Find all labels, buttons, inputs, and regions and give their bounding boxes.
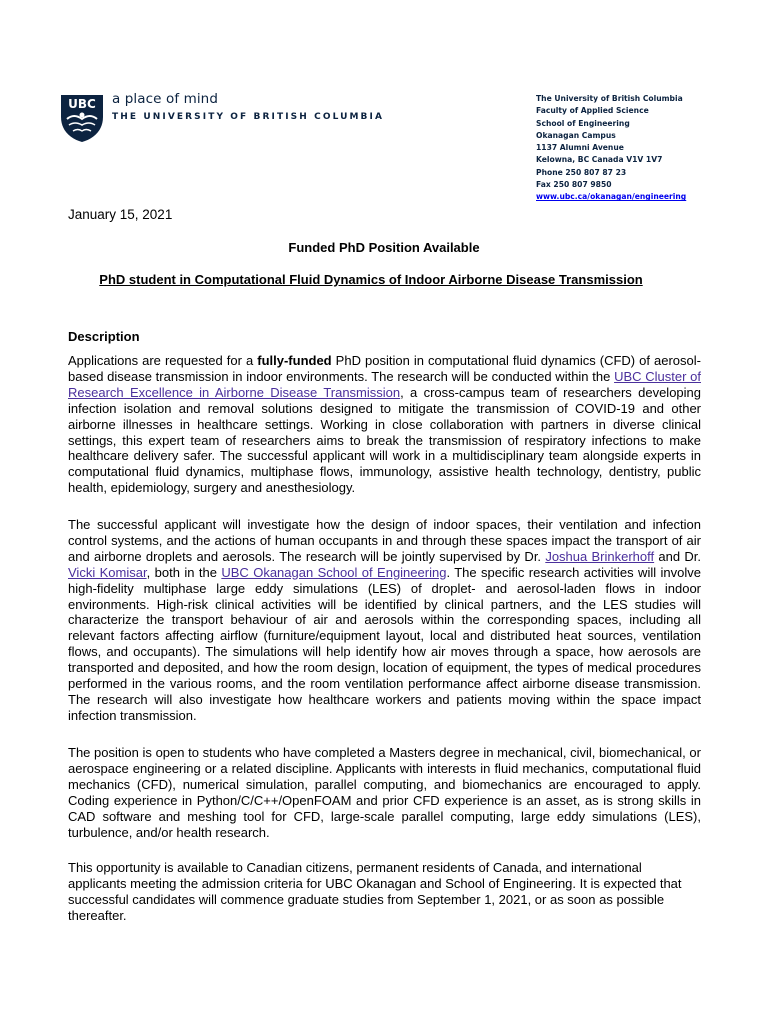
bold-fully-funded: fully-funded	[257, 353, 332, 368]
tagline: a place of mind	[112, 91, 219, 107]
paragraph-intro	[68, 353, 701, 496]
position-subtitle	[0, 272, 742, 287]
paragraph-research	[68, 517, 701, 724]
text-run: The successful applicant will investigate how the design of indoor spaces, their ventilation and infection control systems, and the actions of human occupants in and through these spaces impact the transport of air and airborne droplets and aerosols. The research will be jointly supervised by Dr.	[68, 517, 701, 564]
link-joshua-brinkerhoff[interactable]: Joshua Brinkerhoff	[545, 548, 655, 564]
address-block	[536, 93, 686, 204]
link-school-of-engineering[interactable]: UBC Okanagan School of Engineering	[221, 564, 447, 580]
text-run: and Dr.	[654, 548, 701, 564]
paragraph-eligibility: The position is open to students who have completed a Masters degree in mechanical, civil, biomechanical, or aerospace engineering or a related discipline. Applicants with interests in fluid mechanics, computational fluid mechanics (CFD), numerical simulation, parallel computing, and biomechanics are encouraged to apply. Coding experience in Python/C/C++/OpenFOAM and prior CFD experience is an asset, as is strong skills in CAD software and meshing tool for CFD, large-scale parallel computing, large eddy simulations (LES), turbulence, and/or health research.	[68, 745, 701, 840]
text-run: . The specific research activities will involve high-fidelity multiphase large eddy simulations (LES) of droplet- and aerosol-laden flows in indoor environments. High-risk clinical activities will be identified by clinical partners, and the LES studies will characterize the transport behaviour of air and aerosols within the corresponding spaces, including all relevant factors affecting airflow (furniture/equipment layout, local and distributed heat sources, ventilation flows, and occupants). The simulations will help identify how air moves through a space, how aerosols are transported and deposited, and how the room design, location of equipment, the types of medical procedures performed in the various rooms, and the room ventilation performance affect airborne disease transmission. The research will also investigate how healthcare workers and patients moving within the space impact infection transmission.	[68, 564, 701, 723]
ubc-crest-logo	[57, 93, 107, 143]
address-line: Kelowna, BC Canada V1V 1V7	[536, 155, 663, 165]
link-vicki-komisar[interactable]: Vicki Komisar	[68, 564, 147, 580]
address-line: 1137 Alumni Avenue	[536, 143, 624, 153]
paragraph-availability: This opportunity is available to Canadian citizens, permanent residents of Canada, and international applicants meeting the admission criteria for UBC Okanagan and School of Engineering. It is expected that successful candidates will commence graduate studies from September 1, 2021, or as soon as possible thereafter.	[68, 860, 682, 923]
text-run: , both in the	[146, 564, 222, 580]
address-line: Okanagan Campus	[536, 130, 616, 140]
link-ubc-cluster[interactable]: UBC Cluster of Research Excellence in Airborne Disease Transmission	[68, 368, 701, 400]
text-run: Applications are requested for a	[68, 353, 258, 368]
address-line: School of Engineering	[536, 118, 630, 128]
subtitle-text: PhD student in Computational Fluid Dynamics of Indoor Airborne Disease Transmission	[99, 272, 643, 287]
address-line: The University of British Columbia	[536, 94, 683, 103]
website-link[interactable]: www.ubc.ca/okanagan/engineering	[536, 192, 687, 202]
address-line: Fax 250 807 9850	[536, 180, 612, 190]
letter-date: January 15, 2021	[68, 207, 173, 222]
text-run: PhD position in computational fluid dynamics (CFD) of aerosol-based disease transmission in indoor environments. The research will be conducted within the	[68, 353, 701, 384]
address-line: Faculty of Applied Science	[536, 106, 649, 116]
text-run: , a cross-campus team of researchers developing infection isolation and removal solutions designed to mitigate the transmission of COVID-19 and other airborne illnesses in healthcare settings. Working in close collaboration with partners in diverse clinical settings, this expert team of researchers aims to break the transmission of respiratory infections to make healthcare delivery safer. The successful applicant will work in a multidisciplinary team alongside experts in computational fluid dynamics, multiphase flows, immunology, assistive health technology, dentistry, public health, epidemiology, surgery and anesthesiology.	[68, 384, 702, 496]
address-line: Phone 250 807 87 23	[536, 167, 627, 177]
position-title: Funded PhD Position Available	[288, 240, 480, 255]
logo-text: UBC	[68, 97, 96, 111]
university-name: THE UNIVERSITY OF BRITISH COLUMBIA	[112, 112, 385, 122]
description-heading: Description	[68, 329, 140, 344]
